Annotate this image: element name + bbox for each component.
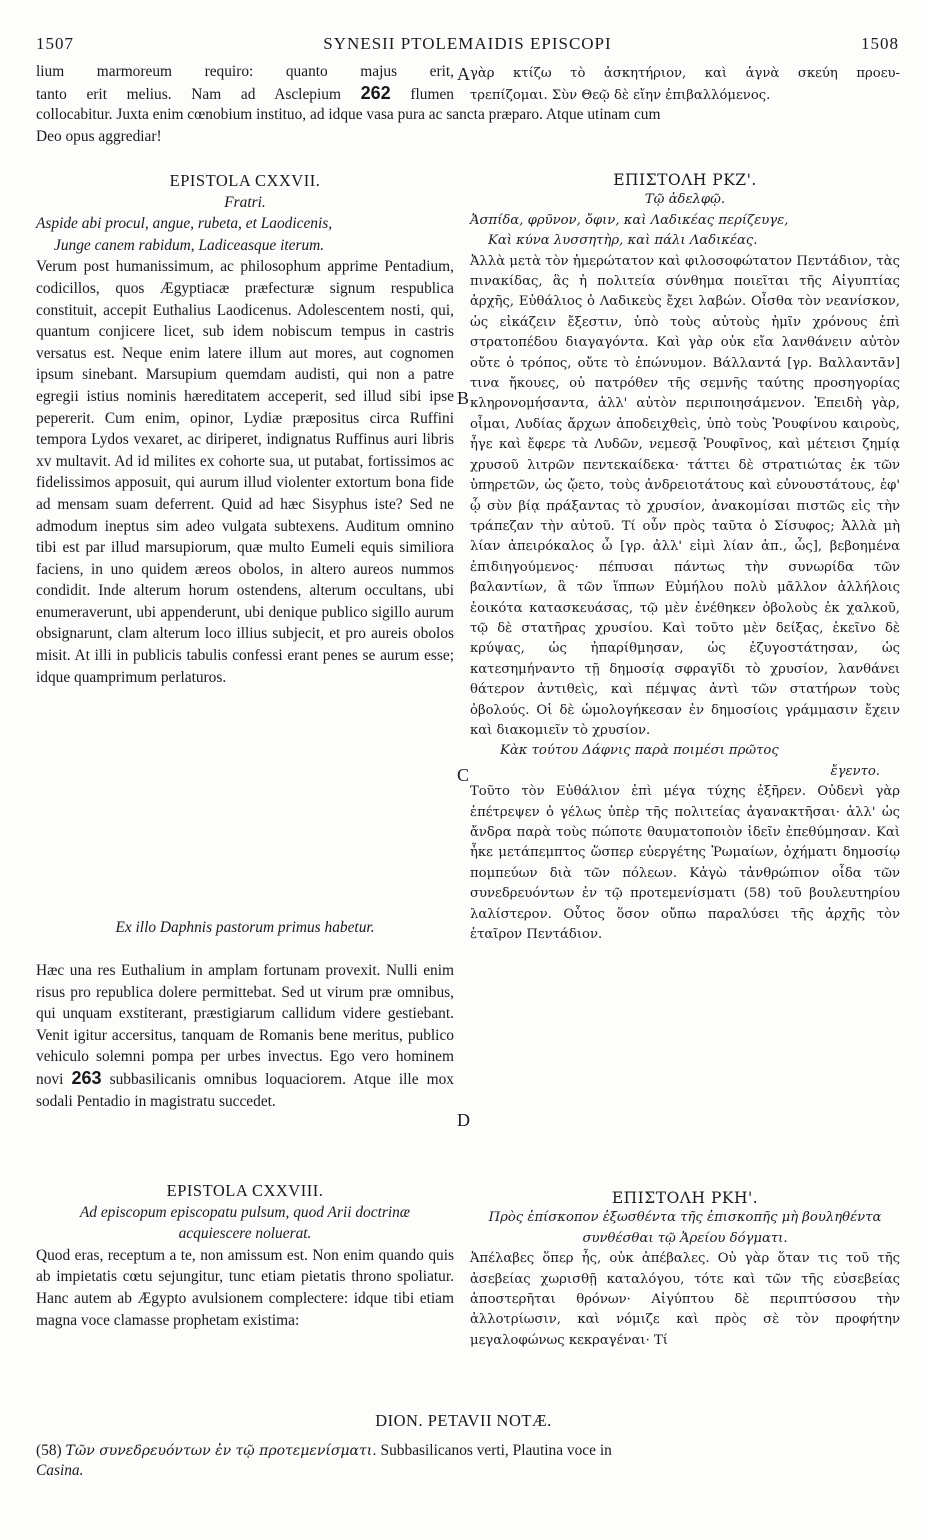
latin-epistle-128 (36, 1180, 454, 1331)
top-latin (36, 61, 454, 105)
top-latin-line-2-text: tanto erit melius. Nam ad Asclepium (36, 85, 341, 103)
top-wide-line-1: collocabitur. Juxta enim cœnobium instituo, ad idque vasa pura ac sancta præparo. Atque utinam cum (36, 106, 661, 123)
greek-title-127: ΕΠΙΣΤΟΛΗ ΡΚΖ'. (613, 171, 757, 189)
greek-epistle-127 (470, 170, 900, 945)
column-number-262: 262 (360, 82, 391, 103)
running-title: SYNESII PTOLEMAIDIS EPISCOPI (323, 34, 612, 53)
greek-epistle-128 (470, 1188, 900, 1351)
top-greek (470, 63, 900, 106)
note-greek: Τῶν συνεδρευόντων ἐν τῷ προτεμενίσματι. (65, 1443, 377, 1459)
latin-subtitle-128: Ad episcopum episcopatu pulsum, quod Arii doctrinæ acquiescere noluerat. (79, 1203, 411, 1243)
note-58-line (36, 1441, 896, 1461)
top-greek-line-2: τρεπίζομαι. Σὺν Θεῷ δὲ εἴην ἐπιβαλλόμενος. (470, 87, 771, 103)
column-number-263: 263 (71, 1067, 102, 1088)
greek-subtitle-128: Πρὸς ἐπίσκοπον ἐξωσθέντα τῆς ἐπισκοπῆς μὴ βουληθέντα συνθέσθαι τῷ Ἀρείου δόγματι. (488, 1210, 882, 1246)
greek-title-128: ΕΠΙΣΤΟΛΗ ΡΚΗ'. (611, 1189, 759, 1207)
notes-title: DION. PETAVII NOTÆ. (375, 1411, 552, 1430)
latin-body-2a: Hæc una res Euthalium in amplam fortunam provexit. Nulli enim risus pro republica dolere permittebat. Sed ut virum præ omnibus, qui unquam exstiterant, præstigiarum callidum videre gestiebant. Venit igitur accersitus, tanquam de Romanis bene meritus, publico vehiculo solemni pompa per urbes invectus. Ego vero hominem novi (36, 962, 454, 1088)
latin-verse-1: Aspide abi procul, angue, rubeta, et Laodicenis, (36, 215, 333, 233)
margin-letter-d: D (457, 1110, 470, 1130)
latin-title-127: EPISTOLA CXXVII. (169, 171, 321, 190)
latin-verse-3: Ex illo Daphnis pastorum primus habetur. (115, 919, 375, 936)
latin-verse-3-block (36, 917, 454, 939)
top-latin-line-2-end: flumen (410, 85, 454, 103)
top-wide-text (36, 104, 898, 147)
greek-verse-3b: ἔγεντο. (830, 763, 880, 779)
latin-verse-2: Junge canem rabidum, Ladiceasque iterum. (54, 236, 325, 254)
running-header (36, 34, 899, 56)
latin-title-128: EPISTOLA CXXVIII. (166, 1181, 324, 1200)
greek-body-128: Ἀπέλαβες ὅπερ ἦς, οὐκ ἀπέβαλες. Οὐ γὰρ ὅταν τις τοῦ τῆς ἀσεβείας χωρισθῇ καταλόγου, τότε καὶ τῶν τῆς εὐσεβείας ἀποστερῆται θρόνων· Αἰγύπτου δὲ περιπτύσσου τὴν ἀλλοτρίωσιν, καὶ νόμιζε καὶ πρὸς σὲ τὸν προφήτην μεγαλοφώνως κεκραγέναι· Τί (470, 1251, 900, 1348)
latin-body-127-part2 (36, 960, 454, 1112)
top-greek-line-1: γὰρ κτίζω τὸ ἀσκητήριον, καὶ ἁγνὰ σκεύη προευ- (470, 66, 900, 81)
greek-verse-3a: Κὰκ τούτου Δάφνις παρὰ ποιμέσι πρῶτος (500, 743, 779, 759)
page-number-left: 1507 (36, 34, 74, 53)
top-wide-line-2: Deo opus aggrediar! (36, 127, 162, 145)
margin-letter-a: A (457, 64, 470, 84)
greek-body-127-part2: Τοῦτο τὸν Εὐθάλιον ἐπὶ μέγα τύχης ἐξῆρεν. Οὐδενὶ γὰρ ἐπέτρεψεν ὁ γέλως ὑπὲρ τῆς πολιτείας ἀγανακτῆσαι· ἀλλ' ὡς ἄνδρα παρὰ τοὺς πώποτε θαυματοποιὸν ἰδεῖν ἐπεθύμησαν. Καὶ ἧκε μετάπεμπτος ὥσπερ εὐεργέτης Ῥωμαίων, ὀχήματι δημοσίῳ πομπεύων διὰ τῶν πόλεων. Κἀγὼ τἀνθρώπιον οἶδα τῶν συνεδρευόντων ἐν τῷ προτεμενίσματι (58) τοῦ βουλευτηρίου λαλίστερον. Οὗτος ὅσον οὔπω παραλύσει τῆς ἀρχῆς τὸν ἑταῖρον Πεντάδιον. (470, 784, 900, 943)
note-casina: Casina. (36, 1462, 84, 1479)
note-58 (36, 1441, 896, 1480)
greek-verse-2: Καὶ κύνα λυσσητὴρ, καὶ πάλι Λαδικέας. (488, 233, 758, 249)
latin-body-2b: subbasilicanis omnibus loquaciorem. Atque ille mox sodali Pentadio in magistratu succedet. (36, 1070, 454, 1110)
latin-addressee-127: Fratri. (224, 193, 266, 211)
note-latin: Subbasilicanos verti, Plautina voce in (380, 1442, 612, 1459)
top-latin-line-2 (36, 83, 454, 106)
latin-body-127: Verum post humanissimum, ac philosophum apprime Pentadium, codicillos, quos Ægyptiacæ præfecturæ signum respublica constituit, accepit Euthalius Laodicenus. Adolescentem nosti, qui, quantum conjicere licet, sub idem nobiscum tempus in castris versatus est. Neque enim latere illum aut mores, aut cognomen ipsum sinebant. Marsupium quemdam audisti, qui non a patre egregii istius nominis hæreditatem acceperit, sed illud sibi ipse pepererit. Cum enim, opinor, Lydiæ præpositus circa Ruffini tempora Lydos vexaret, ac diriperet, indignatus Ruffinus auri libris xv multavit. Ad id milites ex cohorte sua, ut putabat, fortissimos ac fidelissimos apposuit, qui aurum illud violenter extortum bona fide ad mensam suam deferrent. Quid ad hæc Sisyphus iste? Sed ne admodum ineptus sim adeo vulgata subtexens. Auditum omnino tibi est par illud marsupiorum, quæ multo Eumeli equis similiora faciens, in uno quidem æreos obolos, in altero aureos nummos condidit. Inde alterum horum ostendens, alterum occultans, ubi enumeraverunt, ubi appenderunt, ubi denique publico sigillo aurum obsignarunt, clam alterum loco illius subjecit, et pro aureis obolos misit. At illi in publicis tabulis confessi erant penes se aurum esse; idque quamprimum perlaturos. (36, 258, 454, 686)
margin-letter-b: B (457, 388, 470, 408)
page-number-right: 1508 (861, 34, 899, 53)
latin-epistle-127 (36, 170, 454, 688)
top-latin-line-1: lium marmoreum requiro: quanto majus erit, (36, 63, 454, 80)
greek-verse-1: Ἀσπίδα, φρῦνον, ὄφιν, καὶ Λαδικέας περίζευγε, (470, 212, 789, 228)
note-number: (58) (36, 1442, 62, 1459)
margin-letter-c: C (457, 765, 470, 785)
greek-body-127: Ἀλλὰ μετὰ τὸν ἡμερώτατον καὶ φιλοσοφώτατον Πεντάδιον, τὰς πινακίδας, ἃς ἡ πολιτεία σύνθημα ποιεῖται τῆς Αἰγυπτίας ἀρχῆς, Εὐθάλιος ὁ Λαδικεὺς ἔχει λαβών. Οἶσθα τὸν νεανίσκον, ὡς εἰκάζειν ἔξεστιν, ὑπὸ τοὺς αὐτοὺς ἡμῖν χρόνους ἐπὶ στρατοπέδου διαγαγόντα. Καὶ γὰρ οὐκ εἴα λανθάνειν αὐτὸν οὔτε ὁ τρόπος, οὔτε τὸ ἐπώνυμον. Βάλλαντά [γρ. Βαλλαντᾶν] τινα ἤκουες, οὐ πατρόθεν τῆς σεμνῆς ταύτης προσηγορίας κληρονομήσαντα, ἀλλ' αὐτὸν περιποιησάμενον. Ἐπειδὴ γὰρ, οἶμαι, Λυδίας ἄρχων ἀποδειχθεὶς, ὑπὸ τοὺς Ῥουφίνου καιροὺς, ἦγε καὶ ἔφερε τὰ Λυδῶν, νεμεσᾷ Ῥουφῖνος, καὶ μέτεισι ζημίᾳ χρυσοῦ λιτρῶν πεντεκαίδεκα· τάττει δὲ στρατιώτας ἐκ τῶν ὑπηρετῶν, ὡς ᾤετο, τοὺς ἀνδρειοτάτους καὶ εὐνουστάτους, ἐφ' ᾧ σὺν βίᾳ πράξαντας τὸ χρυσίον, ἀνακομίσαι πιστῶς εἰς τὴν τράπεζαν τὴν αὐτοῦ. Τί οὖν πρὸς ταῦτα ὁ Σίσυφος; Ἀλλὰ μὴ λίαν ἀπειρόκαλος ὦ [γρ. ἀλλ' εἰμὶ λίαν ἀπ., ὦς], βεβοημένα ἐπιδιηγούμενος· πέπυσαι πάντως τὴν συνωρίδα τῶν βαλαντίων, ἃ τῶν ἵππων Εὐμήλου πολὺ μᾶλλον ἀλλήλοις ἐοικότα κατασκευάσας, τῷ μὲν ἐνέθηκεν ὀβολοὺς ἐκ χαλκοῦ, τῷ δὲ στατῆρας χρυσίου. Καὶ τοῦτο μὲν δείξας, ἐκεῖνο δὲ κρύψας, ὡς ἠπαρίθμησαν, ὡς ἐζυγοστάτησαν, ὡς κατεσημήναντο τῇ δημοσίᾳ σφραγῖδι τὸ χρυσίον, λανθάνει θάτερον ἀντιθεὶς, καὶ πέμψας ἀντὶ τῶν στατήρων τοὺς ὀβολούς. Οἱ δὲ ὡμολογήκεσαν ἐν δημοσίοις γράμμασιν ἔχειν καὶ διακομιεῖν τὸ χρυσίον. (470, 253, 900, 738)
greek-addressee-127: Τῷ ἀδελφῷ. (644, 192, 726, 208)
latin-body-2 (36, 960, 454, 1112)
latin-body-128: Quod eras, receptum a te, non amissum est. Non enim quando quis ab impietatis cœtu sejungitur, tunc etiam pietatis throno spoliatur. Hanc autem ab Ægypto avulsionem complectere: idque tibi etiam magna voce clamasse prophetam existima: (36, 1246, 454, 1329)
